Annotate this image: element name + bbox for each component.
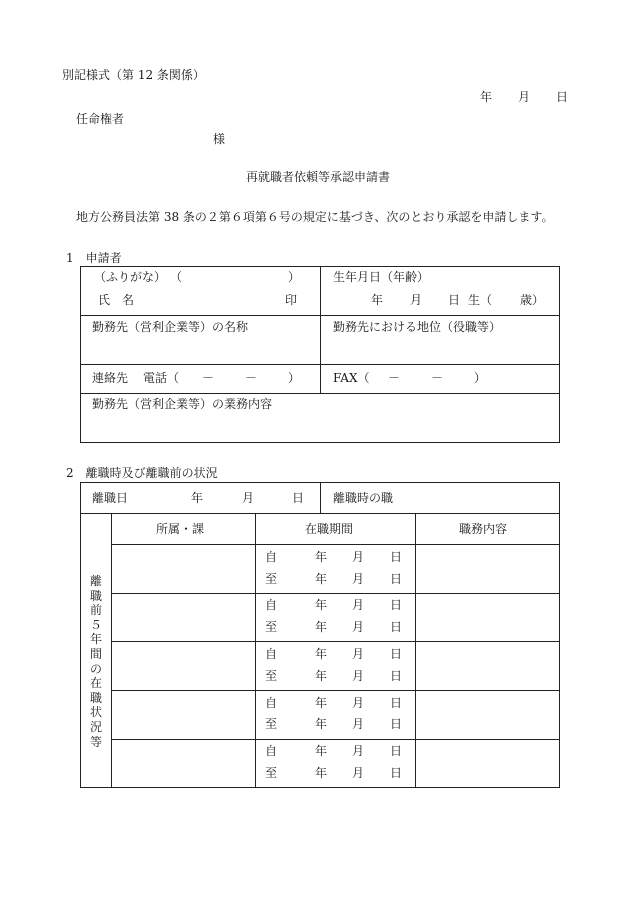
fax-label: FAX（ xyxy=(333,371,370,385)
from-month: 月 xyxy=(352,550,365,564)
phone-dash-2: － xyxy=(245,371,258,385)
phone-paren-close: ） xyxy=(288,371,301,385)
to-label: 至 xyxy=(265,572,278,586)
divider xyxy=(111,513,112,788)
birth-label: 生年月日（年齢） xyxy=(333,270,430,284)
divider xyxy=(111,739,560,740)
to-label: 至 xyxy=(265,669,278,683)
to-month: 月 xyxy=(352,717,365,731)
from-month: 月 xyxy=(352,696,365,710)
from-year: 年 xyxy=(315,647,328,661)
to-year: 年 xyxy=(315,572,328,586)
from-label: 自 xyxy=(265,744,278,758)
employer-business-label: 勤務先（営利企業等）の業務内容 xyxy=(92,397,273,411)
from-day: 日 xyxy=(390,696,403,710)
to-month: 月 xyxy=(352,572,365,586)
retire-date-label: 離職日 xyxy=(92,491,129,505)
phone-dash-1: － xyxy=(202,371,215,385)
from-year: 年 xyxy=(315,744,328,758)
intro-text: 地方公務員法第 38 条の２第６項第６号の規定に基づき、次のとおり承認を申請します。 xyxy=(76,210,554,224)
contact-label: 連絡先 xyxy=(92,371,129,385)
addressee: 任命権者 xyxy=(76,112,125,126)
side-label-vertical: 離 職 前 ５ 年 間 の 在 職 状 況 等 xyxy=(89,574,102,749)
to-year: 年 xyxy=(315,717,328,731)
col-duties-header: 職務内容 xyxy=(459,522,508,536)
from-year: 年 xyxy=(315,696,328,710)
from-label: 自 xyxy=(265,550,278,564)
retire-year: 年 xyxy=(191,491,204,505)
divider xyxy=(415,513,416,788)
birth-month: 月 xyxy=(410,293,423,307)
fax-dash-2: － xyxy=(431,371,444,385)
divider xyxy=(320,482,321,513)
form-id: 別記様式（第 12 条関係） xyxy=(62,68,205,82)
to-label: 至 xyxy=(265,766,278,780)
furigana-label: （ふりがな） xyxy=(94,270,167,284)
divider xyxy=(111,690,560,691)
section2-heading: 2 離職時及び離職前の状況 xyxy=(66,466,218,480)
furigana-paren-open: （ xyxy=(170,270,183,284)
to-day: 日 xyxy=(390,572,403,586)
to-day: 日 xyxy=(390,669,403,683)
page-title: 再就職者依頼等承認申請書 xyxy=(246,170,391,184)
to-month: 月 xyxy=(352,620,365,634)
section1-heading: 1 申請者 xyxy=(66,251,122,265)
col-dept-header: 所属・課 xyxy=(156,522,205,536)
to-label: 至 xyxy=(265,620,278,634)
employer-position-label: 勤務先における地位（役職等） xyxy=(333,320,502,334)
to-month: 月 xyxy=(352,766,365,780)
to-month: 月 xyxy=(352,669,365,683)
from-year: 年 xyxy=(315,550,328,564)
seal-mark: 印 xyxy=(285,293,298,307)
phone-label: 電話（ xyxy=(143,371,180,385)
divider xyxy=(111,641,560,642)
divider xyxy=(320,266,321,393)
from-year: 年 xyxy=(315,598,328,612)
from-day: 日 xyxy=(390,744,403,758)
honorific: 様 xyxy=(213,132,226,146)
to-day: 日 xyxy=(390,766,403,780)
furigana-paren-close: ） xyxy=(288,270,301,284)
from-month: 月 xyxy=(352,598,365,612)
date-year: 年 xyxy=(480,90,493,104)
name-label: 氏 名 xyxy=(98,293,135,307)
from-day: 日 xyxy=(390,550,403,564)
retire-month: 月 xyxy=(242,491,255,505)
from-label: 自 xyxy=(265,598,278,612)
date-month: 月 xyxy=(518,90,531,104)
age-label: 歳） xyxy=(520,293,545,307)
to-label: 至 xyxy=(265,717,278,731)
from-label: 自 xyxy=(265,696,278,710)
birth-day: 日 xyxy=(448,293,461,307)
from-day: 日 xyxy=(390,647,403,661)
to-year: 年 xyxy=(315,766,328,780)
to-year: 年 xyxy=(315,620,328,634)
divider xyxy=(80,513,560,514)
date-day: 日 xyxy=(556,90,569,104)
divider xyxy=(111,544,560,545)
to-day: 日 xyxy=(390,620,403,634)
fax-paren-close: ） xyxy=(474,371,487,385)
birth-year: 年 xyxy=(371,293,384,307)
retire-day: 日 xyxy=(292,491,305,505)
retire-post-label: 離職時の職 xyxy=(333,491,394,505)
from-month: 月 xyxy=(352,647,365,661)
employer-name-label: 勤務先（営利企業等）の名称 xyxy=(92,320,249,334)
to-year: 年 xyxy=(315,669,328,683)
divider xyxy=(111,593,560,594)
divider xyxy=(255,513,256,788)
from-day: 日 xyxy=(390,598,403,612)
fax-dash-1: － xyxy=(388,371,401,385)
col-period-header: 在職期間 xyxy=(305,522,354,536)
birth-sei: 生（ xyxy=(468,293,493,307)
from-label: 自 xyxy=(265,647,278,661)
to-day: 日 xyxy=(390,717,403,731)
divider xyxy=(80,393,560,394)
from-month: 月 xyxy=(352,744,365,758)
